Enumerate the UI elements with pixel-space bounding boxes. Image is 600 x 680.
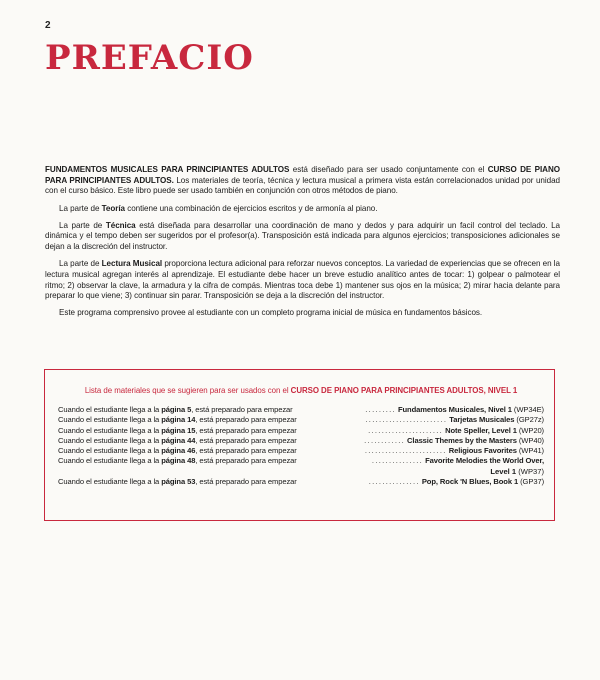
- row-text: Cuando el estudiante llega a la: [58, 425, 162, 435]
- paragraph-program: [45, 308, 560, 319]
- row-text: Cuando el estudiante llega a la: [58, 477, 162, 487]
- paragraph-text: contiene una combinación de ejercicios escritos y de armonía al piano.: [125, 203, 378, 213]
- book-title: Tarjetas Musicales: [449, 415, 515, 425]
- leader-dots: .........: [365, 405, 396, 414]
- material-row: [58, 477, 544, 487]
- row-text: Cuando el estudiante llega a la: [58, 415, 162, 425]
- row-book: [449, 415, 544, 425]
- paragraph-text: proporciona lectura adicional para reforzar nuevos conceptos. La variedad de experiencias que se ofrecen en la lectura musical agregan interés al aprendizaje. El estudiante debe hacer un breve estudio analítico antes de tocar: 1) golpear o palmotear el ritmo; 2) observar la clave, la armadura y la cifra de compás. Mientras toca debe 1) mantener sus ojos en la música; 2) mirar hacia delante para preparar lo que viene; 3) continuar sin parar. Transposición se deja a la discreción del instructor.: [45, 259, 560, 301]
- paragraph-text: Los materiales de teoría, técnica y lectura musical a primera vista están correlacionados unidad por unidad con el curso básico. Este libro puede ser usado también en conjunción con otros métodos de piano.: [45, 175, 560, 196]
- page-number: 2: [45, 20, 51, 31]
- leader-dots: ........................: [365, 415, 448, 425]
- paragraph-text: Este programa comprensivo provee al estudiante con un completo programa inicial de música en fundamentos básicos.: [59, 308, 483, 318]
- paragraph-text: La parte de: [59, 203, 102, 213]
- leader-dots: ............: [364, 435, 406, 445]
- material-row: [58, 446, 544, 456]
- book-code: (WP37): [516, 466, 544, 476]
- book-code: (WP40): [516, 435, 544, 445]
- book-title-bold: FUNDAMENTOS MUSICALES PARA PRINCIPIANTES ADULTOS: [45, 165, 290, 174]
- book-code: (GP37): [518, 477, 544, 487]
- section-name-bold: Lectura Musical: [101, 259, 163, 269]
- leader-dots: ...............: [371, 456, 424, 466]
- page-title: PREFACIO: [45, 38, 254, 78]
- heading-course-bold: CURSO DE PIANO PARA PRINCIPIANTES ADULTOS, NIVEL 1: [290, 386, 518, 395]
- leader-dots: ......................: [368, 425, 444, 435]
- row-book: [449, 446, 544, 456]
- row-prefix: [58, 446, 297, 456]
- row-prefix: [58, 426, 297, 436]
- row-page: página 5: [161, 405, 192, 414]
- material-row: [58, 456, 544, 466]
- course-title-bold: CURSO DE PIANO PARA PRINCIPIANTES ADULTOS.: [45, 165, 560, 185]
- leader-dots: ........................: [364, 446, 447, 456]
- material-row: [58, 415, 544, 425]
- row-book: [445, 426, 544, 436]
- book-title: Religious Favorites: [448, 446, 517, 456]
- section-name-bold: Teoría: [101, 203, 125, 213]
- material-row: [58, 426, 544, 436]
- row-page: página 46: [161, 446, 196, 456]
- row-text: , está preparado para empezar: [195, 425, 297, 435]
- material-row: [58, 405, 544, 415]
- paragraph-text: está diseñado para ser usado conjuntamente con el: [289, 165, 488, 174]
- materials-heading: [58, 386, 544, 395]
- material-row: [58, 436, 544, 446]
- paragraph-technique: [45, 221, 560, 253]
- materials-box: [44, 369, 555, 521]
- book-code: (GP27z): [514, 415, 544, 425]
- row-page: página 44: [161, 435, 196, 445]
- book-title: Level 1: [490, 466, 517, 476]
- paragraph-text: está diseñada para desarrollar una coordinación de mano y dedos y para adquirir un facil control del teclado. La dinámica y el tempo deben ser sugeridos por el profesor(a). Transposición está indicada para algunos ejercicios; transposiciones adicionales se dejan a la discreción del instructor.: [45, 220, 560, 252]
- row-text: , está preparado para empezar: [195, 456, 297, 466]
- book-title: Fundamentos Musicales, Nivel 1: [397, 405, 512, 414]
- paragraph-text: La parte de: [59, 220, 106, 230]
- book-title: Classic Themes by the Masters: [407, 435, 517, 445]
- row-text: , está preparado para empezar: [195, 446, 297, 456]
- leader-dots: ...............: [368, 477, 420, 487]
- row-page: página 53: [161, 477, 196, 487]
- row-text: Cuando el estudiante llega a la: [58, 456, 162, 466]
- section-name-bold: Técnica: [105, 220, 136, 230]
- row-prefix: [58, 405, 293, 415]
- row-text: , está preparado para empezar: [195, 415, 297, 425]
- row-book: [425, 456, 544, 466]
- book-title: Favorite Melodies the World Over,: [425, 456, 544, 466]
- book-code: (WP20): [516, 425, 544, 435]
- row-text: Cuando el estudiante llega a la: [58, 435, 162, 445]
- row-text: , está preparado para empezar: [195, 477, 297, 487]
- row-continuation: [58, 467, 544, 477]
- row-book: [407, 436, 544, 446]
- row-text: , está preparado para empezar: [191, 405, 293, 414]
- paragraph-text: La parte de: [59, 259, 102, 269]
- row-book: [422, 477, 544, 487]
- row-text: , está preparado para empezar: [195, 435, 297, 445]
- row-page: página 48: [161, 456, 196, 466]
- book-code: (WP41): [516, 446, 544, 456]
- row-text: Cuando el estudiante llega a la: [58, 405, 162, 414]
- paragraph-intro: [45, 165, 560, 197]
- row-prefix: [58, 477, 297, 487]
- row-prefix: [58, 415, 297, 425]
- paragraph-reading: [45, 259, 560, 302]
- paragraph-theory: [45, 204, 560, 215]
- book-code: (WP34E): [511, 405, 544, 414]
- row-book: [398, 405, 544, 415]
- row-prefix: [58, 436, 297, 446]
- row-text: Cuando el estudiante llega a la: [58, 446, 162, 456]
- book-title: Pop, Rock 'N Blues, Book 1: [421, 477, 519, 487]
- preface-body: [45, 165, 560, 326]
- heading-text: Lista de materiales que se sugieren para ser usados con el: [84, 386, 291, 395]
- book-title: Note Speller, Level 1: [445, 425, 517, 435]
- row-page: página 14: [161, 415, 196, 425]
- row-prefix: [58, 456, 297, 466]
- row-page: página 15: [161, 425, 196, 435]
